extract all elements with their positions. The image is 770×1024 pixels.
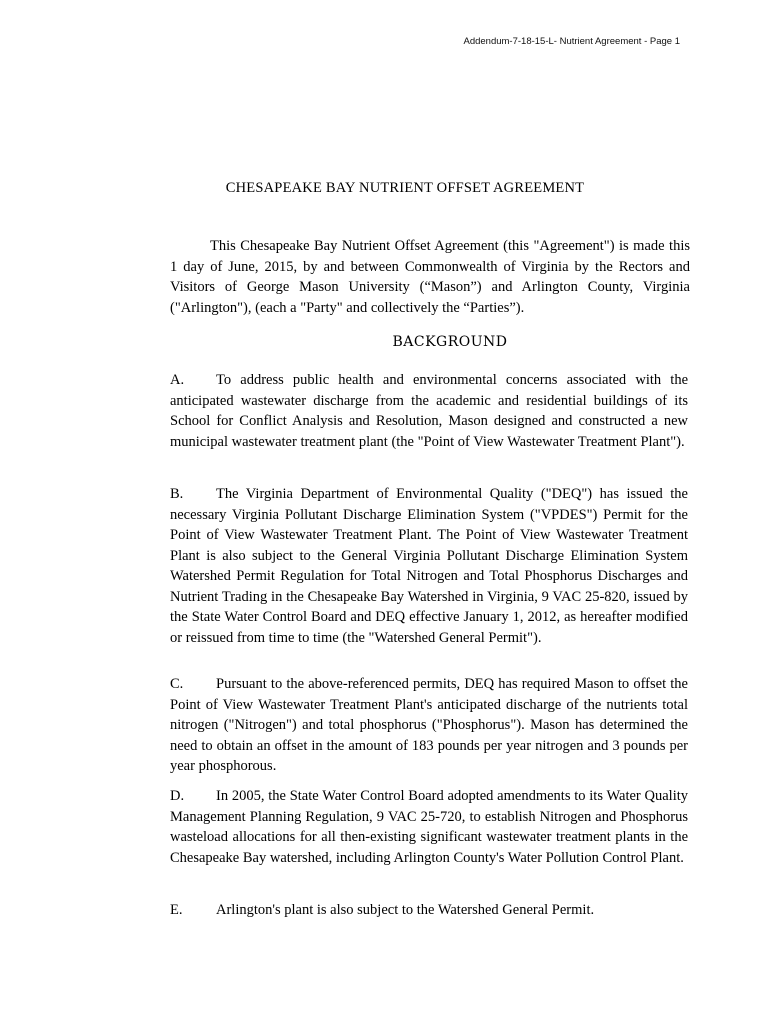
- paragraph-text: The Virginia Department of Environmental Quality ("DEQ") has issued the necessary Virginia Pollutant Discharge Elimination System ("VPDES") Permit for the Point of View Wastewater Treatment Plant. The Point of View Wastewater Treatment Plant is also subject to the General Virginia Pollutant Discharge Elimination System Watershed Permit Regulation for Total Nitrogen and Total Phosphorus Discharges and Nutrient Trading in the Chesapeake Bay Watershed in Virginia, 9 VAC 25-820, issued by the State Water Control Board and DEQ effective January 1, 2012, as hereafter modified or reissued from time to time (the "Watershed General Permit").: [170, 486, 688, 646]
- paragraph-letter: D.: [170, 788, 185, 804]
- background-heading: BACKGROUND: [392, 334, 508, 350]
- paragraph-letter: A.: [170, 372, 185, 388]
- paragraph-text: Pursuant to the above-referenced permits, DEQ has required Mason to offset the Point of View Wastewater Treatment Plant's anticipated discharge of the nutrients total nitrogen ("Nitrogen") and total phosphorus ("Phosphorus"). Mason has determined the need to obtain an offset in the amount of 183 pounds per year nitrogen and 3 pounds per year phosphorous.: [170, 676, 688, 774]
- background-paragraph-c: [170, 674, 688, 777]
- paragraph-letter: C.: [170, 676, 184, 692]
- paragraph-letter: E.: [170, 902, 183, 918]
- paragraph-letter: B.: [170, 486, 184, 502]
- document-title: CHESAPEAKE BAY NUTRIENT OFFSET AGREEMENT: [225, 180, 585, 196]
- paragraph-text: To address public health and environmental concerns associated with the anticipated wastewater discharge from the academic and residential buildings of its School for Conflict Analysis and Resolution, Mason designed and constructed a new municipal wastewater treatment plant (the "Point of View Wastewater Treatment Plant").: [170, 372, 688, 450]
- page-header-label: Addendum-7-18-15-L- Nutrient Agreement - Page 1: [463, 36, 680, 47]
- background-paragraph-d: [170, 786, 688, 868]
- background-paragraph-b: [170, 484, 688, 648]
- background-paragraph-a: [170, 370, 688, 452]
- paragraph-text: In 2005, the State Water Control Board adopted amendments to its Water Quality Management Planning Regulation, 9 VAC 25-720, to establish Nitrogen and Phosphorus wasteload allocations for all then-existing significant wastewater treatment plants in the Chesapeake Bay watershed, including Arlington County's Water Pollution Control Plant.: [170, 788, 688, 866]
- intro-paragraph: This Chesapeake Bay Nutrient Offset Agreement (this "Agreement") is made this 1 day of June, 2015, by and between Commonwealth of Virginia by the Rectors and Visitors of George Mason University (“Mason”) and Arlington County, Virginia ("Arlington"), (each a "Party" and collectively the “Parties”).: [170, 238, 690, 316]
- background-paragraph-e: [170, 900, 688, 921]
- paragraph-text: Arlington's plant is also subject to the Watershed General Permit.: [216, 902, 595, 918]
